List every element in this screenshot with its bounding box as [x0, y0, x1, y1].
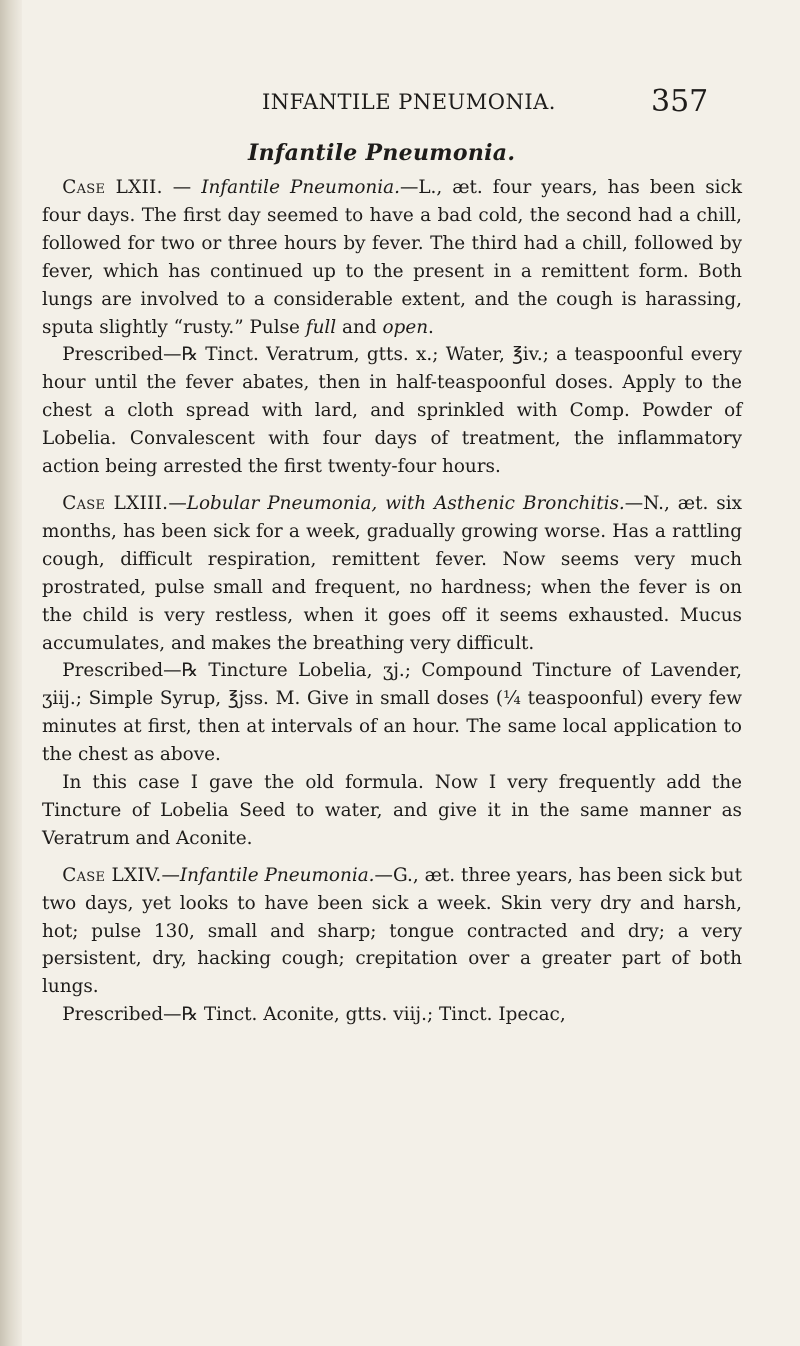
- case-label: Case LXIV.: [62, 864, 162, 886]
- case-title: Lobular Pneumonia, with Asthenic Bronchitis.: [186, 492, 625, 514]
- case-text-end: .: [428, 316, 434, 338]
- case-text: —L., æt. four years, has been sick four days. The first day seemed to have a bad cold, the second had a chill, followed for two or three hours by fever. The third had a chill, followed by fever, which has continued up to the present in a remittent form. Both lungs are involved to a considerable extent, and the cough is harassing, sputa slightly “rusty.” Pulse: [42, 177, 742, 338]
- case-dash: —: [168, 492, 187, 514]
- page-body: [42, 174, 742, 1029]
- case-64-paragraph: [42, 862, 742, 1002]
- case-dash: —: [162, 177, 202, 198]
- page-gutter: [0, 0, 22, 1346]
- page-number: 357: [651, 84, 709, 119]
- note-paragraph: In this case I gave the old formula. Now I very frequently add the Tincture of Lobelia Seed to water, and give it in the same manner as Veratrum and Aconite.: [42, 772, 742, 849]
- case-text: —N., æt. six months, has been sick for a week, gradually growing worse. Has a rattling cough, difficult respiration, remittent fever. Now seems very much prostrated, pulse small and frequent, no hardness; when the fever is on the child is very restless, when it goes off it seems exhausted. Mucus accumulates, and makes the breathing very difficult.: [42, 492, 743, 654]
- case-title: Infantile Pneumonia.: [179, 864, 375, 886]
- section-title: Infantile Pneumonia.: [248, 140, 516, 166]
- running-head: INFANTILE PNEUMONIA.: [262, 90, 556, 114]
- page-header: [0, 84, 800, 124]
- case-63-paragraph: [42, 490, 742, 657]
- case-label: Case LXII.: [62, 177, 163, 198]
- case-text: —G., æt. three years, has been sick but two days, yet looks to have been sick a week. Skin very dry and harsh, hot; pulse 130, small and sharp; tongue contracted and dry; a very persistent, dry, hacking cough; crepitation over a greater part of both lungs.: [42, 864, 743, 998]
- prescription-paragraph: Prescribed—℞ Tinct. Veratrum, gtts. x.; Water, ℥iv.; a teaspoonful every hour until the fever abates, then in half-teaspoonful doses. Apply to the chest a cloth spread with lard, and sprinkled with Comp. Powder of Lobelia. Convalescent with four days of treatment, the inflammatory action being arrested the first twenty-four hours.: [42, 344, 742, 478]
- emphasis-full: full: [305, 316, 337, 338]
- case-dash: —: [161, 864, 180, 886]
- case-62-paragraph: [42, 174, 742, 341]
- prescription-paragraph: Prescribed—℞ Tinct. Aconite, gtts. viij.; Tinct. Ipecac,: [62, 1004, 566, 1026]
- emphasis-open: open: [382, 316, 429, 338]
- prescription-paragraph: Prescribed—℞ Tincture Lobelia, ʒj.; Compound Tincture of Lavender, ʒiij.; Simple Syrup, ℥jss. M. Give in small doses (¼ teaspoonful) every few minutes at first, then at intervals of an hour. The same local application to the chest as above.: [42, 660, 742, 766]
- case-text-connector: and: [336, 316, 383, 338]
- case-label: Case LXIII.: [62, 492, 169, 514]
- case-title: Infantile Pneumonia.: [201, 177, 400, 198]
